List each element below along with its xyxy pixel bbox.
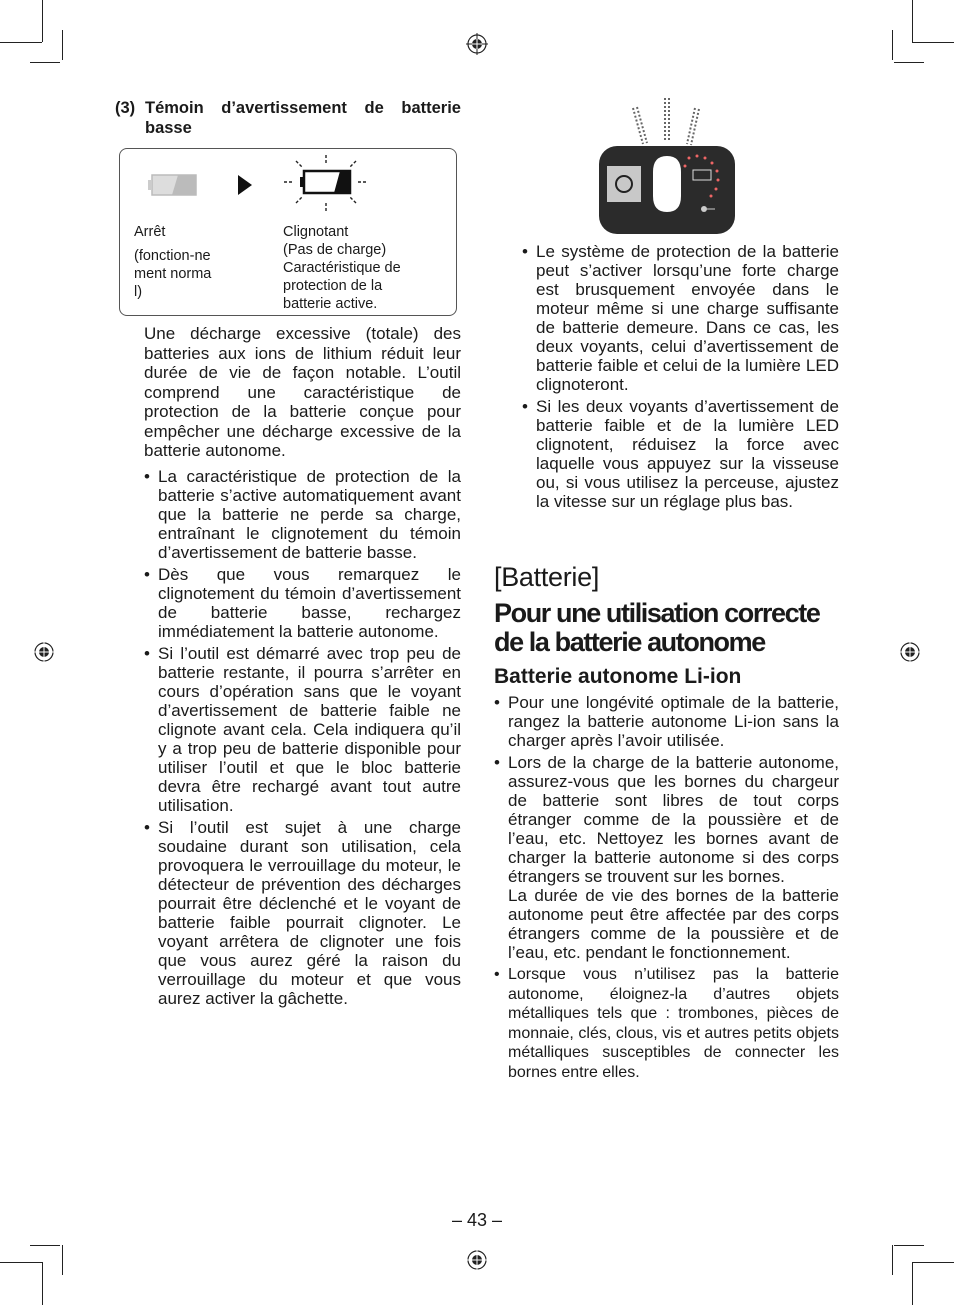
list-item: • Lorsque vous n’utilisez pas la batterie autonome, éloignez-la d’autres objets métalliques tels que : trombones, pièces de monnaie, clés, clous, vis et autres petits objets métalliques susceptibles de connecter les bornes entre elles. [494,965,839,1082]
list-item: • Si les deux voyants d’avertissement de batterie faible et de la lumière LED clignotent, réduisez la force avec laquelle vous appuyez sur la visseuse ou, si vous utilisez la perceuse, ajustez la vitesse sur un réglage plus bas. [522,397,839,511]
registration-mark-icon [33,641,55,663]
battery-off-icon [148,171,200,199]
list-item: • Le système de protection de la batterie peut s’activer lorsqu’une forte charge est brusquement envoyée dans le moteur même si une charge suffisante de batterie demeure. Dans ce cas, les deux voyants, celui d’avertissement de batterie faible et celui de la lumière LED clignoteront. [522,242,839,394]
control-panel-icon [599,96,739,236]
list-item-text: Lors de la charge de la batterie autonome, assurez-vous que les bornes du chargeur de batterie sont libres de tout corps étranger comme de la poussière et de l’eau, etc. Nettoyez les bornes avant de charger la batterie autonome si des corps étrangers se trouvent sur les bornes. [508,753,839,886]
list-item: • Pour une longévité optimale de la batterie, rangez la batterie autonome Li-ion sans la charger après l’avoir utilisée. [494,693,839,750]
list-item: • La caractéristique de protection de la batterie s’active automatiquement avant que la batterie ne perde sa charge, entraînant le clignotement du témoin d’avertissement de batterie basse. [144,467,461,562]
page-number: – 43 – [451,1210,503,1230]
section-title: Témoin d’avertissement de batterie basse [145,99,461,137]
registration-mark-icon [899,641,921,663]
right-top-bullet-list [522,242,839,514]
heading2-line1: Pour une utilisation correcte [494,598,820,628]
section-heading [115,98,461,138]
intro-paragraph: Une décharge excessive (totale) des batteries aux ions de lithium réduit leur durée de vie de façon notable. L’outil comprend une caractéristique de protection de la batterie conçue pour empêcher une décharge excessive de la batterie autonome. [144,324,461,460]
battery-blinking-icon [282,153,370,213]
battery-warning-figure [119,148,457,316]
list-item: • Si l’outil est sujet à une charge soudaine durant son utilisation, cela provoquera le verrouillage du moteur, le détecteur de prévention des décharges pourrait être déclenché et le voyant de batterie faible pourrait clignoter. Le voyant arrêtera de clignoter une fois que vous aurez géré la raison du verrouillage du moteur et que vous aurez activer la gâchette. [144,818,461,1008]
battery-bullet-list [494,693,839,1082]
list-item: • Si l’outil est démarré avec trop peu de batterie restante, il pourra s’arrêter en cours d’opération sans que le voyant d’avertissement de batterie faible ne clignote avant cela. Cela indiquera qu’il y a trop peu de batterie disponible pour utiliser l’outil et que le bloc batterie devra être rechargé avant tout autre utilisation. [144,644,461,815]
registration-mark-icon [466,1249,488,1271]
left-column [115,98,461,1011]
blink-state-desc: (Pas de charge) Caractéristique de protection de la batterie active. [283,242,401,312]
left-bullet-list [144,467,461,1008]
subheading-li-ion: Batterie autonome Li-ion [494,665,742,688]
heading2-line2: de la batterie autonome [494,627,765,657]
list-item: • Dès que vous remarquez le clignotement du témoin d’avertissement de batterie basse, rechargez immédiatement la batterie autonome. [144,565,461,641]
list-item [494,753,839,962]
section-heading-battery: [Batterie] [494,562,600,592]
section-number: (3) [115,99,136,117]
registration-mark-icon [466,33,488,55]
off-state-desc: (fonction-nement normal) [134,248,212,300]
off-state-title: Arrêt [134,224,166,240]
arrow-right-icon [236,175,252,195]
list-item-extra: La durée de vie des bornes de la batterie autonome peut être affectée par des corps étrangers comme de la poussière et de l’eau, etc. pendant le fonctionnement. [508,886,839,962]
blink-state-title: Clignotant [283,224,349,240]
